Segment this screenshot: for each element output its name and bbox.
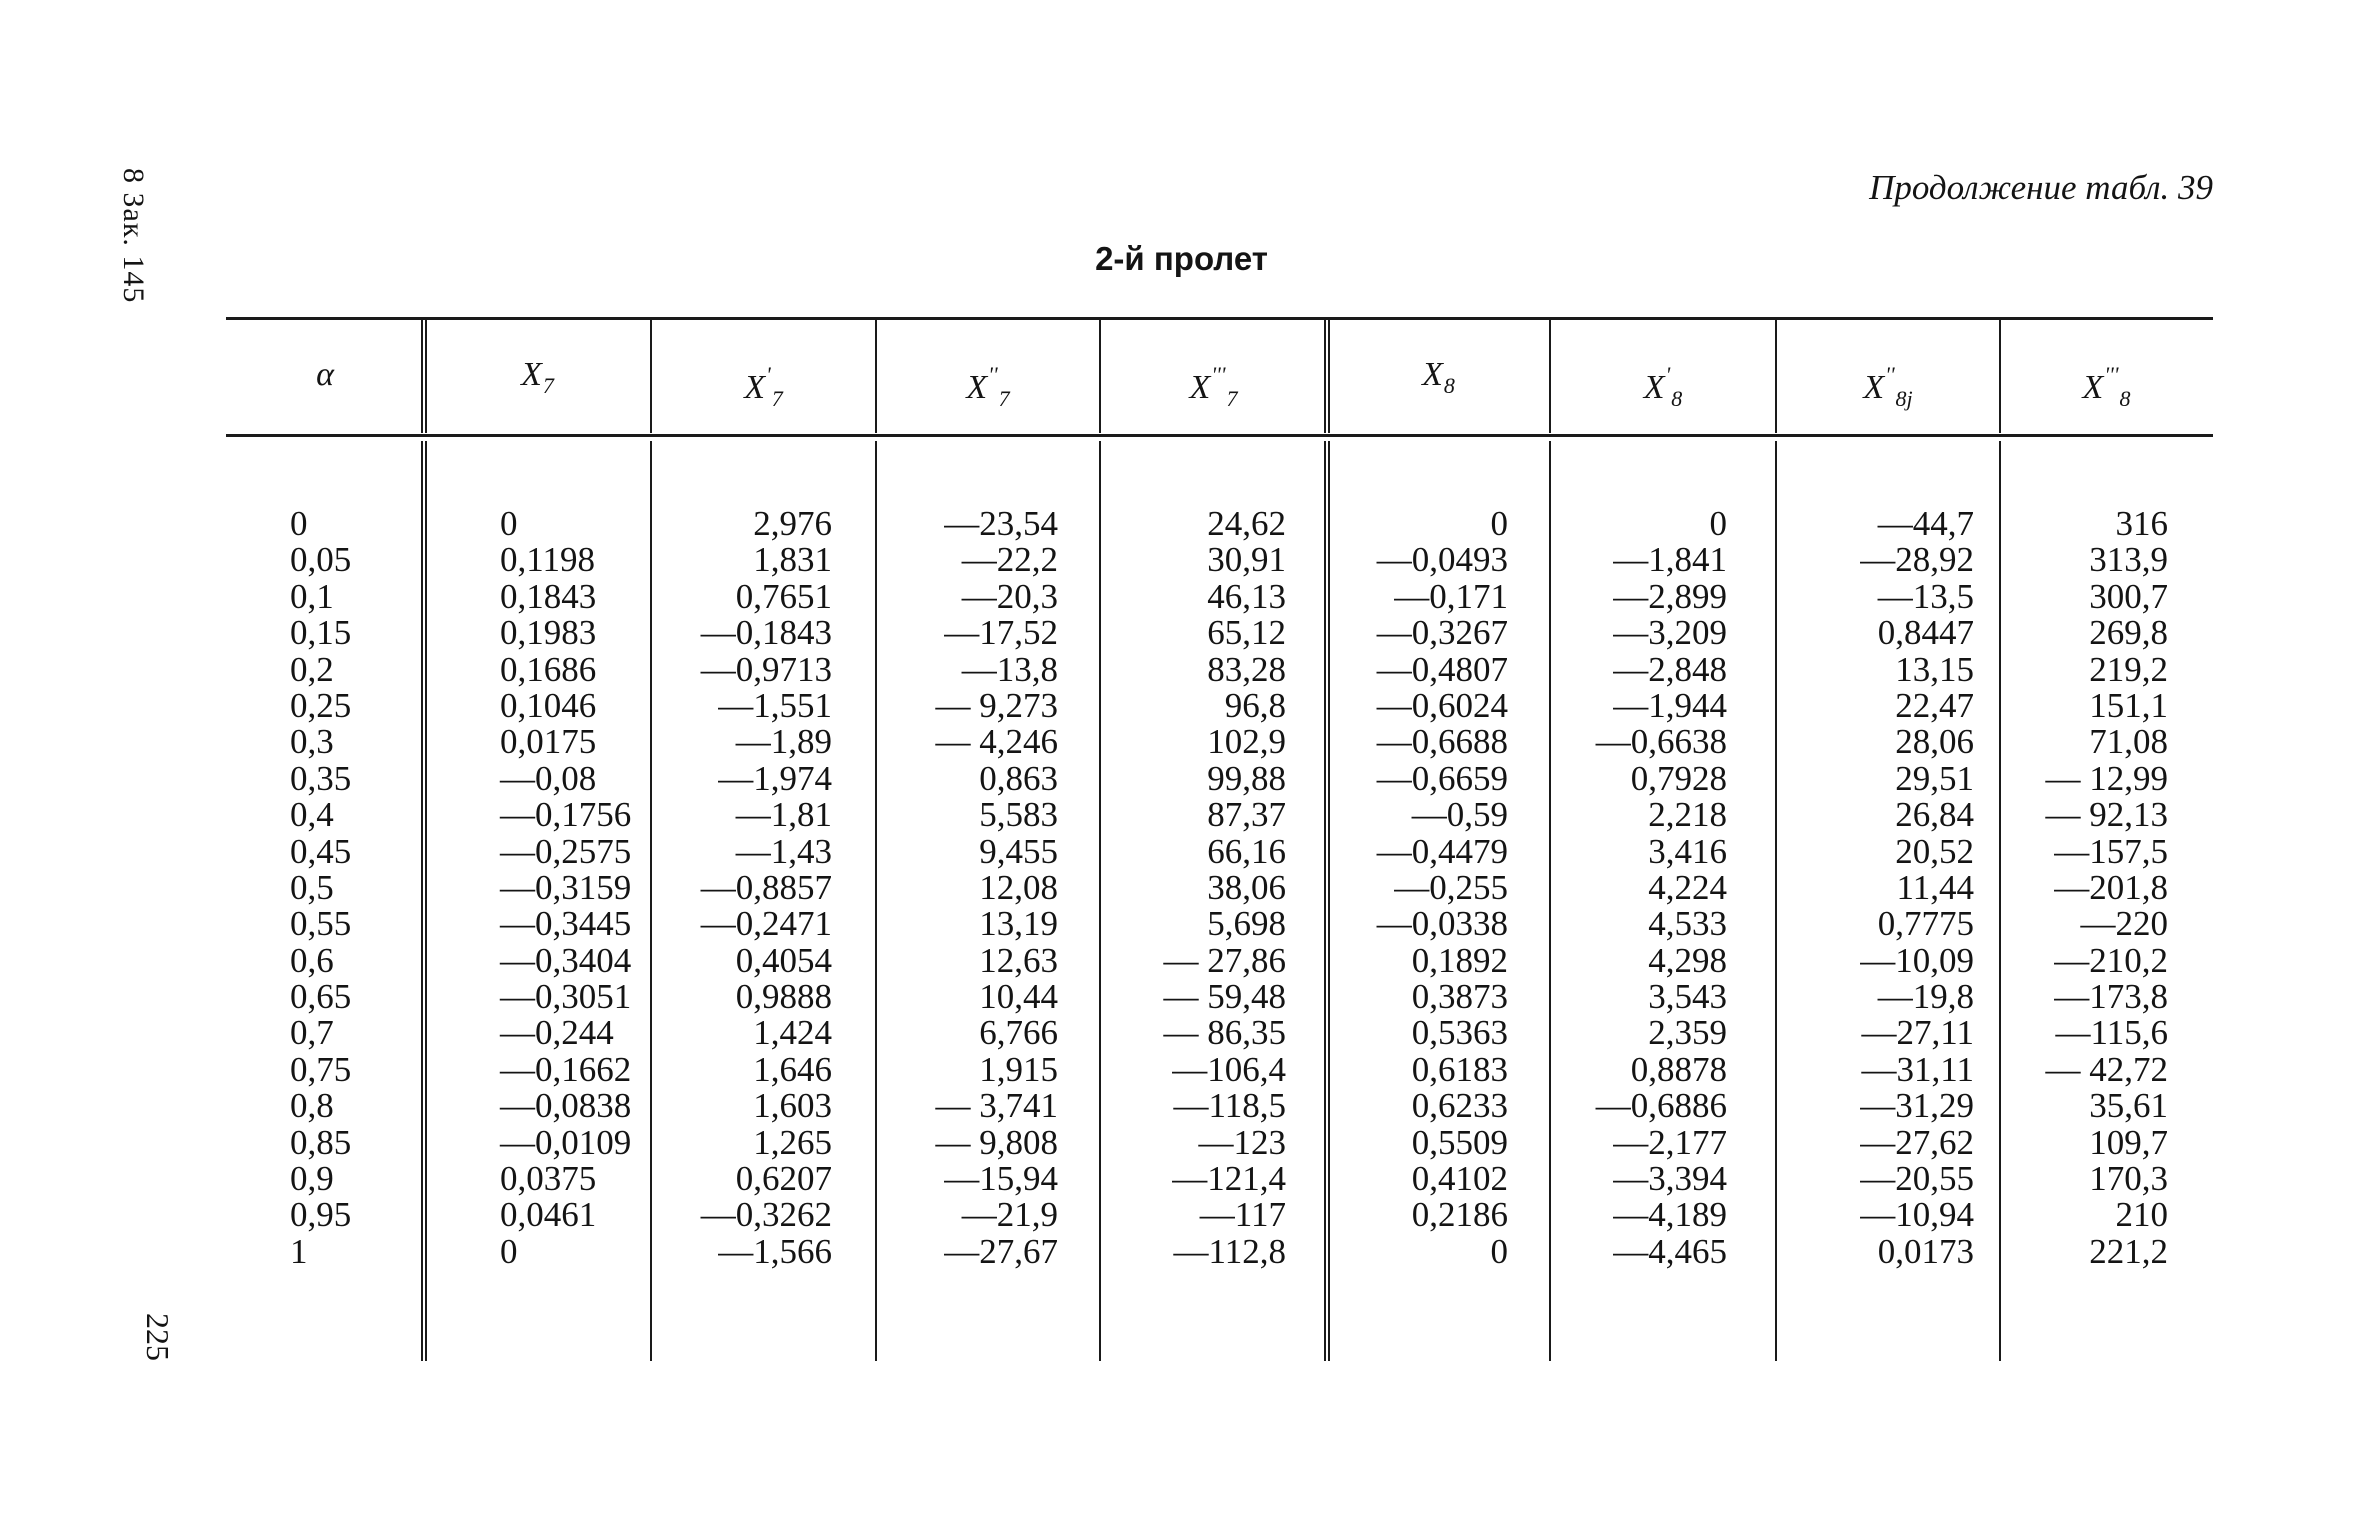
table-cell: —27,11 xyxy=(1861,1013,1974,1053)
table-cell: 9,455 xyxy=(979,831,1058,871)
table-cell: —15,94 xyxy=(944,1159,1058,1199)
table-cell: 0,3 xyxy=(290,722,334,762)
table-cell: —2,899 xyxy=(1613,576,1727,616)
table-cell: 316 xyxy=(2115,504,2168,543)
column-header: $X''_7$ xyxy=(966,362,1010,411)
table-cell: 29,51 xyxy=(1895,758,1974,798)
table-cell: 219,2 xyxy=(2089,649,2168,689)
column-divider xyxy=(1775,441,1777,1361)
table-cell: 3,543 xyxy=(1648,977,1727,1017)
table-cell: —1,841 xyxy=(1613,540,1727,580)
table-cell: 0,5363 xyxy=(1411,1013,1508,1053)
table-cell: 71,08 xyxy=(2089,722,2168,762)
table-top-rule xyxy=(226,317,2213,320)
column-header: α xyxy=(316,356,334,393)
table-column xyxy=(1164,506,1287,1270)
table-cell: 0,4102 xyxy=(1411,1159,1508,1199)
table-cell: 300,7 xyxy=(2089,576,2168,616)
table-column xyxy=(1596,506,1727,1270)
table-cell: 0,7775 xyxy=(1877,904,1974,944)
table-cell: 1,265 xyxy=(753,1122,832,1162)
table-cell: —157,5 xyxy=(2054,831,2168,871)
column-divider xyxy=(875,441,877,1361)
table-column xyxy=(1377,506,1508,1270)
table-cell: 0,25 xyxy=(290,685,352,725)
table-cell: 28,06 xyxy=(1895,722,1974,762)
table-cell: — 59,48 xyxy=(1163,977,1286,1017)
table-cell: 0,15 xyxy=(290,613,352,653)
table-cell: 38,06 xyxy=(1207,867,1286,907)
table-cell: 0,863 xyxy=(979,758,1058,798)
table-cell: —13,8 xyxy=(961,649,1058,689)
table-cell: 0,8878 xyxy=(1630,1049,1727,1089)
table-cell: —3,209 xyxy=(1613,613,1727,653)
table-cell: —0,08 xyxy=(500,758,597,798)
table-column xyxy=(1860,506,1974,1270)
table-cell: 0 xyxy=(500,1231,518,1271)
table-cell: —1,566 xyxy=(718,1231,832,1271)
table-cell: 0,6207 xyxy=(735,1159,832,1199)
table-cell: —0,4479 xyxy=(1376,831,1508,871)
table-cell: —0,3267 xyxy=(1376,613,1508,653)
table-cell: —0,3159 xyxy=(500,867,632,907)
table-cell: 5,698 xyxy=(1207,904,1286,944)
table-cell: —0,2575 xyxy=(500,831,632,871)
table-cell: 2,218 xyxy=(1648,795,1727,835)
table-cell: —118,5 xyxy=(1173,1086,1286,1126)
table-cell: —1,89 xyxy=(735,722,832,762)
table-cell: —0,171 xyxy=(1394,576,1508,616)
table-column xyxy=(936,506,1059,1270)
column-header: $X'''_8$ xyxy=(2082,362,2131,411)
table-cell: 0,0461 xyxy=(500,1195,597,1235)
table-cell: —1,81 xyxy=(735,795,832,835)
table-cell: —10,09 xyxy=(1860,940,1974,980)
table-cell: 12,08 xyxy=(979,867,1058,907)
table-cell: 210 xyxy=(2115,1195,2168,1235)
table-cell: 0,8447 xyxy=(1877,613,1974,653)
table-cell: 0,9888 xyxy=(735,977,832,1017)
table-cell: 170,3 xyxy=(2089,1159,2168,1199)
table-column xyxy=(2046,506,2169,1270)
table-cell: 65,12 xyxy=(1207,613,1286,653)
table-cell: —115,6 xyxy=(2055,1013,2168,1053)
table-cell: 0,65 xyxy=(290,977,352,1017)
table-cell: 83,28 xyxy=(1207,649,1286,689)
table-cell: —121,4 xyxy=(1172,1159,1286,1199)
table-cell: 0,75 xyxy=(290,1049,352,1089)
table-cell: —0,0338 xyxy=(1376,904,1508,944)
column-header: $X_7$ xyxy=(521,356,554,398)
table-cell: —27,62 xyxy=(1860,1122,1974,1162)
table-cell: — 92,13 xyxy=(2045,795,2168,835)
table-cell: 0 xyxy=(290,504,308,543)
table-cell: 26,84 xyxy=(1895,795,1974,835)
table-cell: —0,6024 xyxy=(1376,685,1508,725)
table-cell: 0,0173 xyxy=(1877,1231,1974,1271)
table-cell: 35,61 xyxy=(2089,1086,2168,1126)
table-cell: —20,3 xyxy=(961,576,1058,616)
table-cell: —0,2471 xyxy=(700,904,832,944)
table-cell: — 86,35 xyxy=(1163,1013,1286,1053)
table-cell: — 9,273 xyxy=(935,685,1058,725)
table-cell: 1,646 xyxy=(753,1049,832,1089)
page-number: 225 xyxy=(140,1313,176,1361)
table-column xyxy=(500,506,631,1270)
table-cell: 4,224 xyxy=(1648,867,1727,907)
table-cell: —123 xyxy=(1198,1122,1286,1162)
table-cell: 0,05 xyxy=(290,540,352,580)
table-cell: —0,3445 xyxy=(500,904,632,944)
table-cell: —20,55 xyxy=(1860,1159,1974,1199)
table-cell: —0,59 xyxy=(1411,795,1508,835)
table-header-rule xyxy=(226,434,2213,437)
table-cell: —19,8 xyxy=(1877,977,1974,1017)
table-cell: 0 xyxy=(1490,504,1508,543)
table-cell: — 42,72 xyxy=(2045,1049,2168,1089)
table-cell: —0,6688 xyxy=(1376,722,1508,762)
table-cell: 0,1 xyxy=(290,576,334,616)
column-header: $X_8$ xyxy=(1422,356,1455,398)
table-cell: 0,2186 xyxy=(1411,1195,1508,1235)
table-cell: —0,8857 xyxy=(700,867,832,907)
table-cell: 3,416 xyxy=(1648,831,1727,871)
table-cell: 13,15 xyxy=(1895,649,1974,689)
table-cell: 1,603 xyxy=(753,1086,832,1126)
table-cell: —10,94 xyxy=(1860,1195,1974,1235)
table-column xyxy=(701,506,832,1270)
table-cell: 0 xyxy=(1709,504,1727,543)
table-cell: —27,67 xyxy=(944,1231,1058,1271)
table-cell: —0,3262 xyxy=(700,1195,832,1235)
column-divider xyxy=(1324,441,1330,1361)
table-cell: —4,465 xyxy=(1613,1231,1727,1271)
column-divider xyxy=(421,441,427,1361)
table-cell: 0,0175 xyxy=(500,722,597,762)
table-cell: 0,6 xyxy=(290,940,334,980)
table-cell: —0,9713 xyxy=(700,649,832,689)
continuation-caption: Продолжение табл. 39 xyxy=(1869,168,2213,207)
table-cell: —112,8 xyxy=(1173,1231,1286,1271)
table-cell: 313,9 xyxy=(2089,540,2168,580)
table-cell: 12,63 xyxy=(979,940,1058,980)
table-cell: —0,0493 xyxy=(1376,540,1508,580)
column-divider xyxy=(1999,441,2001,1361)
table-cell: 1,831 xyxy=(753,540,832,580)
column-divider xyxy=(1549,441,1551,1361)
table-cell: —21,9 xyxy=(961,1195,1058,1235)
table-cell: —0,1662 xyxy=(500,1049,632,1089)
table-cell: —31,11 xyxy=(1861,1049,1974,1089)
table-cell: 0,1686 xyxy=(500,649,597,689)
table-cell: —0,1843 xyxy=(700,613,832,653)
table-cell: 0,1892 xyxy=(1411,940,1508,980)
table-cell: 96,8 xyxy=(1224,685,1286,725)
table-cell: 151,1 xyxy=(2089,685,2168,725)
table-cell: 0,95 xyxy=(290,1195,352,1235)
table-cell: 0,7 xyxy=(290,1013,334,1053)
table-cell: —173,8 xyxy=(2054,977,2168,1017)
table-cell: 24,62 xyxy=(1207,504,1286,543)
table-cell: 2,976 xyxy=(753,504,832,543)
table-cell: 99,88 xyxy=(1207,758,1286,798)
table-cell: 20,52 xyxy=(1895,831,1974,871)
table-cell: 269,8 xyxy=(2089,613,2168,653)
table-cell: 5,583 xyxy=(979,795,1058,835)
table-cell: 1,915 xyxy=(979,1049,1058,1089)
table-cell: —0,4807 xyxy=(1376,649,1508,689)
table-cell: —23,54 xyxy=(944,504,1058,543)
table-cell: 4,533 xyxy=(1648,904,1727,944)
table-cell: — 27,86 xyxy=(1163,940,1286,980)
table-cell: 4,298 xyxy=(1648,940,1727,980)
table-cell: —3,394 xyxy=(1613,1159,1727,1199)
table-cell: 102,9 xyxy=(1207,722,1286,762)
table-cell: —0,255 xyxy=(1394,867,1508,907)
table-cell: —1,551 xyxy=(718,685,832,725)
table-cell: — 3,741 xyxy=(935,1086,1058,1126)
table-cell: —13,5 xyxy=(1877,576,1974,616)
table-cell: 0,0375 xyxy=(500,1159,597,1199)
table-cell: 66,16 xyxy=(1207,831,1286,871)
table-cell: 0,7651 xyxy=(735,576,832,616)
table-cell: 1,424 xyxy=(753,1013,832,1053)
table-cell: 0,1198 xyxy=(500,540,595,580)
column-divider xyxy=(650,441,652,1361)
table-cell: — 4,246 xyxy=(935,722,1058,762)
table-cell: 0,4054 xyxy=(735,940,832,980)
column-header: $X'_8$ xyxy=(1643,362,1683,411)
table-cell: 0,55 xyxy=(290,904,352,944)
table-cell: —0,0109 xyxy=(500,1122,632,1162)
table-cell: —2,177 xyxy=(1613,1122,1727,1162)
table-cell: —0,6659 xyxy=(1376,758,1508,798)
table-cell: —0,3404 xyxy=(500,940,632,980)
table-cell: —106,4 xyxy=(1172,1049,1286,1089)
table-column xyxy=(290,506,351,1270)
table-cell: 0,35 xyxy=(290,758,352,798)
table-cell: 0,85 xyxy=(290,1122,352,1162)
table-cell: —210,2 xyxy=(2054,940,2168,980)
table-cell: 0,5509 xyxy=(1411,1122,1508,1162)
order-note: 8 Зак. 145 xyxy=(117,168,150,304)
table-cell: 0,4 xyxy=(290,795,334,835)
table-cell: 30,91 xyxy=(1207,540,1286,580)
table-cell: —0,1756 xyxy=(500,795,632,835)
table-cell: 0,45 xyxy=(290,831,352,871)
table-cell: 0,2 xyxy=(290,649,334,689)
table-cell: 0,9 xyxy=(290,1159,334,1199)
table-cell: —0,3051 xyxy=(500,977,632,1017)
column-header: $X''_{8j}$ xyxy=(1863,362,1913,411)
table-cell: 87,37 xyxy=(1207,795,1286,835)
table-cell: —2,848 xyxy=(1613,649,1727,689)
table-cell: —0,6638 xyxy=(1595,722,1727,762)
table-cell: 13,19 xyxy=(979,904,1058,944)
table-cell: —22,2 xyxy=(961,540,1058,580)
table-cell: —1,43 xyxy=(735,831,832,871)
table-cell: 10,44 xyxy=(979,977,1058,1017)
table-cell: —4,189 xyxy=(1613,1195,1727,1235)
table-cell: —44,7 xyxy=(1877,504,1974,543)
table-cell: 6,766 xyxy=(979,1013,1058,1053)
table-cell: —0,0838 xyxy=(500,1086,632,1126)
table-cell: 0,7928 xyxy=(1630,758,1727,798)
table-cell: — 9,808 xyxy=(935,1122,1058,1162)
table-cell: 221,2 xyxy=(2089,1231,2168,1271)
table-cell: —1,944 xyxy=(1613,685,1727,725)
table-cell: —220 xyxy=(2080,904,2168,944)
column-header: $X'_7$ xyxy=(744,362,783,411)
table-cell: 46,13 xyxy=(1207,576,1286,616)
table-cell: 0,6233 xyxy=(1411,1086,1508,1126)
table-cell: —117 xyxy=(1199,1195,1286,1235)
table-cell: —201,8 xyxy=(2054,867,2168,907)
table-cell: 0,1046 xyxy=(500,685,597,725)
table-cell: 2,359 xyxy=(1648,1013,1727,1053)
table-cell: 22,47 xyxy=(1895,685,1974,725)
table-cell: —28,92 xyxy=(1860,540,1974,580)
table-cell: 0,6183 xyxy=(1411,1049,1508,1089)
span-title: 2-й пролет xyxy=(1095,240,1268,277)
table-cell: —0,6886 xyxy=(1595,1086,1727,1126)
table-cell: 0 xyxy=(500,504,518,543)
table-cell: —17,52 xyxy=(944,613,1058,653)
table-cell: 1 xyxy=(290,1231,308,1271)
table-cell: 0,1983 xyxy=(500,613,597,653)
table-cell: — 12,99 xyxy=(2045,758,2168,798)
column-header: $X'''_7$ xyxy=(1189,362,1238,411)
table-cell: 109,7 xyxy=(2089,1122,2168,1162)
table-cell: 0,1843 xyxy=(500,576,597,616)
table-cell: 0,5 xyxy=(290,867,334,907)
table-cell: 0,8 xyxy=(290,1086,334,1126)
table-cell: —0,244 xyxy=(500,1013,614,1053)
table-cell: —1,974 xyxy=(718,758,832,798)
table-cell: 0,3873 xyxy=(1411,977,1508,1017)
table-cell: 0 xyxy=(1490,1231,1508,1271)
table-cell: —31,29 xyxy=(1860,1086,1974,1126)
column-divider xyxy=(1099,441,1101,1361)
table-cell: 11,44 xyxy=(1896,867,1974,907)
